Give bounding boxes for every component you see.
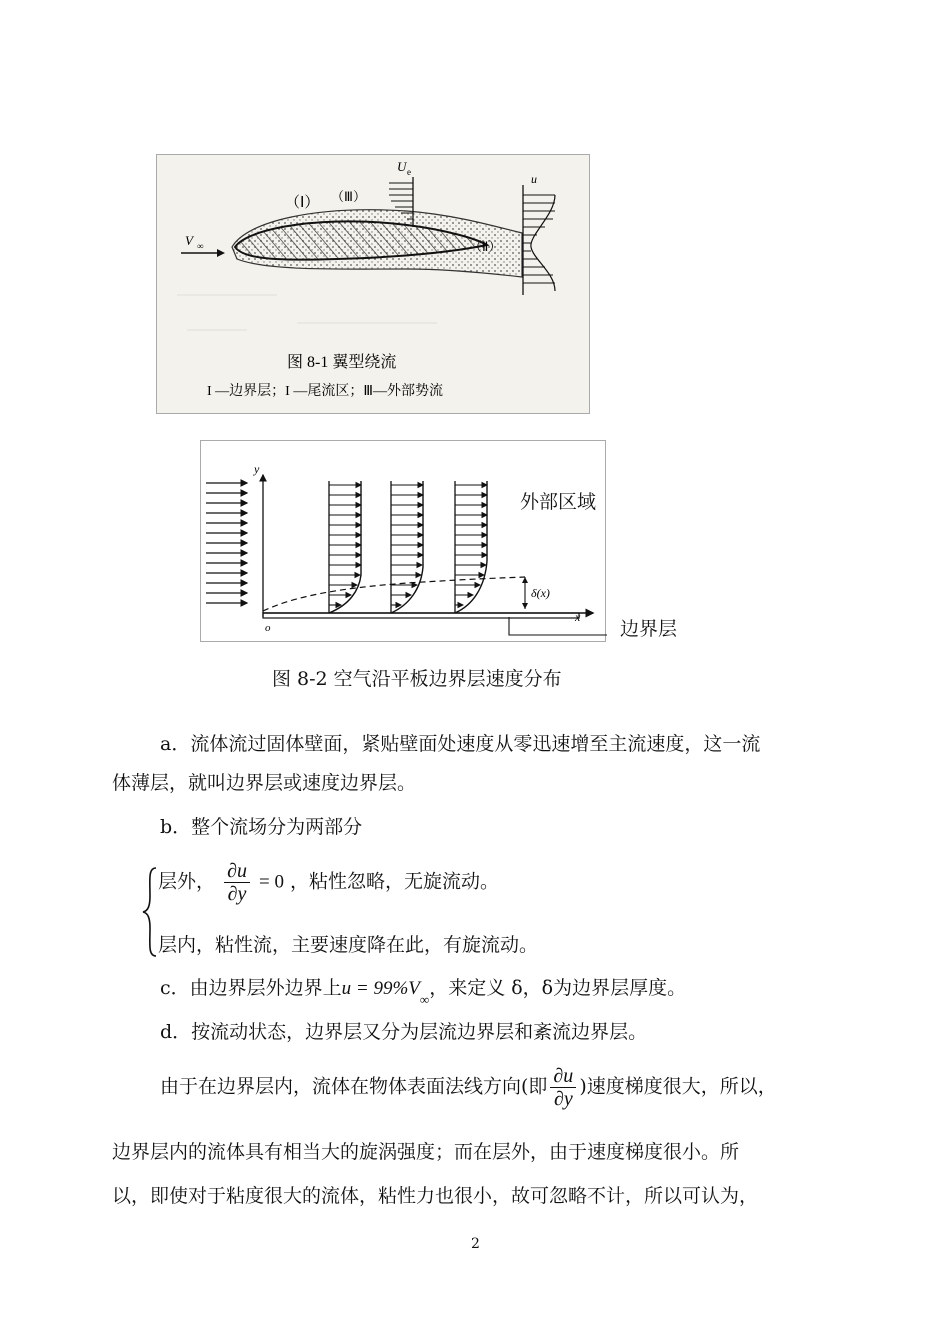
delta-label: δ(x) <box>531 586 550 600</box>
u-label: u <box>531 172 537 186</box>
case1-suffix: ，粘性忽略，无旋流动。 <box>290 870 500 893</box>
figure-8-1-title: 图 8-1 翼型绕流 <box>287 354 397 371</box>
figure-8-2-caption: 图 8-2 空气沿平板边界层速度分布 <box>272 668 562 690</box>
boundary-layer-diagram <box>201 441 607 643</box>
paragraph-main-line2: 边界层内的流体具有相当大的旋涡强度；而在层外，由于速度梯度很小。所 <box>112 1141 740 1163</box>
page-number: 2 <box>471 1236 480 1252</box>
p-suffix: )速度梯度很大，所以， <box>579 1075 777 1098</box>
u-profile-arrows <box>523 195 555 283</box>
paragraph-a-line2: 体薄层，就叫边界层或速度边界层。 <box>112 772 417 794</box>
outer-region-label: 外部区域 <box>520 491 597 513</box>
velocity-profile-1 <box>329 481 361 613</box>
paragraph-a-line1: a．流体流过固体壁面，紧贴壁面处速度从零迅速增至主流速度，这一流 <box>160 733 761 755</box>
velocity-profile-2 <box>391 481 423 613</box>
gradient-numerator: ∂u <box>550 1065 576 1088</box>
paragraph-main-line1 <box>160 1065 777 1110</box>
x-axis-label: x <box>575 610 581 624</box>
region-1-label: （Ⅰ） <box>285 195 320 211</box>
vinf-label: V <box>185 233 193 248</box>
case-outer-layer <box>158 860 499 905</box>
fraction-denominator: ∂y <box>227 883 247 905</box>
boundary-layer-label: 边界层 <box>620 618 678 640</box>
gradient-denominator: ∂y <box>553 1088 573 1110</box>
c-formula-subscript: ∞ <box>419 992 430 1007</box>
boundary-layer-edge <box>263 577 525 611</box>
region-2-label: （Ⅱ） <box>469 239 502 254</box>
figure-8-1 <box>156 154 590 414</box>
c-suffix: ，来定义 δ，δ为边界层厚度。 <box>429 977 687 999</box>
case1-prefix: 层外， <box>158 870 216 893</box>
origin-label: o <box>265 622 271 634</box>
figure-8-2 <box>200 440 606 642</box>
airfoil-diagram <box>157 155 591 415</box>
p-prefix: 由于在边界层内，流体在物体表面法线方向(即 <box>160 1075 548 1098</box>
velocity-gradient-fraction <box>550 1065 576 1110</box>
free-stream-arrows <box>206 483 247 603</box>
ue-sub: e <box>407 167 411 177</box>
equals-zero: = 0 <box>259 871 284 893</box>
paragraph-d: d．按流动状态，边界层又分为层流边界层和紊流边界层。 <box>160 1021 648 1043</box>
vinf-sub: ∞ <box>197 241 204 251</box>
velocity-profile-3 <box>455 481 487 613</box>
paragraph-b: b．整个流场分为两部分 <box>160 816 363 838</box>
case-inner-layer: 层内，粘性流，主要速度降在此，有旋流动。 <box>158 934 539 956</box>
figure-8-1-legend: I —边界层；I —尾流区；Ⅲ—外部势流 <box>207 384 443 399</box>
c-prefix: c．由边界层外边界上 <box>160 977 342 999</box>
ue-label: U <box>397 159 407 174</box>
left-brace <box>140 866 160 958</box>
partial-u-partial-y-fraction <box>224 860 250 905</box>
y-axis-label: y <box>254 462 260 476</box>
region-3-label: （Ⅲ） <box>331 189 366 204</box>
c-formula: u = 99%V <box>341 978 420 999</box>
paragraph-main-line3: 以，即使对于粘度很大的流体，粘性力也很小，故可忽略不计，所以可认为， <box>112 1185 759 1207</box>
fraction-numerator: ∂u <box>224 860 250 883</box>
boundary-layer-pointer <box>509 617 607 635</box>
paragraph-c <box>160 974 686 1014</box>
